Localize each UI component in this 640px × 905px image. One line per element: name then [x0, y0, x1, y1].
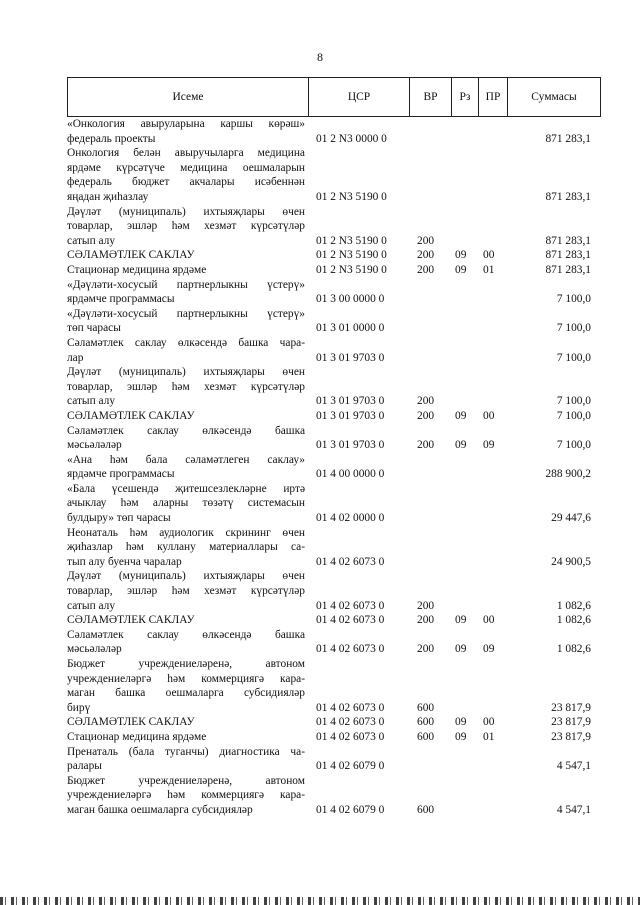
row-sum: 23 817,9: [551, 731, 591, 744]
row-csr: 01 2 N3 5190 0: [316, 263, 387, 276]
header-name: Исеме: [172, 91, 204, 103]
row-name: [67, 365, 305, 409]
row-name: [67, 526, 305, 570]
row-name-line: СӘЛАМӘТЛЕК САКЛАУ: [67, 409, 195, 422]
table-row: [0, 336, 640, 365]
row-name-line: сатып алу: [67, 395, 116, 408]
table-row: [0, 117, 640, 146]
row-csr: 01 4 00 0000 0: [316, 468, 385, 481]
row-name-line: мәсьәләләр: [67, 439, 122, 452]
row-sum: 7 100,0: [556, 409, 591, 422]
row-csr: 01 4 02 0000 0: [316, 512, 385, 525]
table-row: [0, 146, 640, 204]
row-name-line: ралары: [67, 760, 102, 773]
row-sum: 23 817,9: [551, 716, 591, 729]
row-name-line: «Ана һәм бала сәламәтлеген саклау»: [67, 453, 305, 466]
row-name: [67, 774, 305, 818]
header-rz: Рз: [451, 78, 478, 116]
row-vr: 600: [417, 716, 435, 729]
row-name: [67, 482, 305, 526]
row-name: [67, 307, 305, 336]
row-sum: 7 100,0: [556, 322, 591, 335]
row-name-line: «Дәүләти-хосусый партнерлыкны үстерү»: [67, 278, 305, 291]
row-name-line: Пренаталь (бала туганчы) диагностика ча-: [67, 745, 305, 758]
row-name-line: «Онкология авыруларына каршы көрәш»: [67, 118, 305, 130]
row-vr: 200: [417, 409, 435, 422]
table-row: [0, 409, 640, 424]
row-name: [67, 205, 305, 249]
row-pr: 09: [483, 643, 495, 656]
row-vr: 200: [417, 643, 435, 656]
row-sum: 871 283,1: [545, 190, 591, 203]
row-csr: 01 4 02 6073 0: [316, 614, 385, 627]
row-vr: 600: [417, 804, 435, 817]
row-name-line: яңадан җиһазлау: [67, 190, 149, 203]
row-sum: 23 817,9: [551, 701, 591, 714]
table-row: [0, 482, 640, 526]
table-body: [0, 117, 640, 818]
row-name-line: Онкология белән авыручыларга медицина: [67, 147, 305, 160]
row-sum: 7 100,0: [556, 351, 591, 364]
row-sum: 4 547,1: [556, 760, 591, 773]
row-vr: 200: [417, 395, 435, 408]
table-row: [0, 424, 640, 453]
row-name: [67, 424, 305, 453]
row-vr: 200: [417, 439, 435, 452]
row-name-line: товарлар, эшләр һәм хезмәт күрсәтүләр: [67, 585, 305, 598]
row-rz: 09: [455, 263, 467, 276]
row-rz: 09: [455, 731, 467, 744]
row-csr: 01 4 02 6073 0: [316, 599, 385, 612]
row-name-line: ярдәме күрсәтүче медицина оешмаларын: [67, 161, 305, 174]
row-name-line: төп чарасы: [67, 322, 121, 335]
row-name-line: маган башка оешмаларга субсидияләр: [67, 687, 305, 700]
row-name: [67, 453, 305, 482]
table-row: [0, 628, 640, 657]
row-csr: 01 4 02 6073 0: [316, 716, 385, 729]
row-csr: 01 3 01 9703 0: [316, 409, 385, 422]
row-name: [67, 336, 305, 365]
row-name: [67, 569, 305, 613]
table-row: [0, 205, 640, 249]
row-name: [67, 628, 305, 657]
row-sum: 871 283,1: [545, 249, 591, 262]
row-sum: 1 082,6: [556, 599, 591, 612]
row-sum: 7 100,0: [556, 439, 591, 452]
row-csr: 01 2 N3 5190 0: [316, 249, 387, 262]
row-name-line: СӘЛАМӘТЛЕК САКЛАУ: [67, 614, 195, 627]
row-csr: 01 4 02 6079 0: [316, 804, 385, 817]
row-pr: 01: [483, 731, 495, 744]
row-rz: 09: [455, 716, 467, 729]
row-name-line: федераль бюджет акчалары исәбеннән: [67, 176, 305, 189]
table-row: [0, 745, 640, 774]
row-pr: 00: [483, 716, 495, 729]
table-row: [0, 774, 640, 818]
table-row: [0, 730, 640, 745]
row-csr: 01 4 02 6073 0: [316, 555, 385, 568]
row-csr: 01 2 N3 0000 0: [316, 132, 387, 145]
row-name: [67, 657, 305, 715]
row-csr: 01 2 N3 5190 0: [316, 234, 387, 247]
row-csr: 01 4 02 6079 0: [316, 760, 385, 773]
row-name-line: товарлар, эшләр һәм хезмәт күрсәтүләр: [67, 220, 305, 233]
row-name: [67, 715, 305, 730]
row-sum: 7 100,0: [556, 293, 591, 306]
row-sum: 871 283,1: [545, 263, 591, 276]
row-name-line: лар: [67, 351, 84, 364]
row-vr: 600: [417, 701, 435, 714]
row-name-line: Дәүләт (муниципаль) ихтыяҗлары өчен: [67, 570, 305, 583]
row-sum: 871 283,1: [545, 132, 591, 145]
row-name-line: Сәламәтлек саклау өлкәсендә башка: [67, 424, 305, 437]
table-row: [0, 613, 640, 628]
table-row: [0, 526, 640, 570]
row-name-line: ярдәмче программасы: [67, 468, 175, 481]
header-csr: ЦСР: [308, 78, 409, 116]
row-vr: 200: [417, 599, 435, 612]
row-csr: 01 3 00 0000 0: [316, 293, 385, 306]
row-name-line: «Дәүләти-хосусый партнерлыкны үстерү»: [67, 307, 305, 320]
row-csr: 01 3 01 9703 0: [316, 395, 385, 408]
row-name-line: учреждениеләргә һәм коммерциягә кара-: [67, 789, 305, 802]
row-csr: 01 4 02 6073 0: [316, 701, 385, 714]
row-name: [67, 730, 305, 745]
row-name-line: СӘЛАМӘТЛЕК САКЛАУ: [67, 716, 195, 729]
row-pr: 09: [483, 439, 495, 452]
row-name: [67, 263, 305, 278]
row-name-line: сатып алу: [67, 234, 116, 247]
row-name-line: Бюджет учреждениеләренә, автоном: [67, 658, 305, 671]
row-name: [67, 248, 305, 263]
row-sum: 1 082,6: [556, 614, 591, 627]
row-name: [67, 409, 305, 424]
row-csr: 01 2 N3 5190 0: [316, 190, 387, 203]
row-pr: 00: [483, 614, 495, 627]
row-name-line: Бюджет учреждениеләренә, автоном: [67, 774, 305, 787]
page-number: 8: [317, 50, 323, 64]
row-name-line: товарлар, эшләр һәм хезмәт күрсәтүләр: [67, 380, 305, 393]
row-sum: 871 283,1: [545, 234, 591, 247]
table-row: [0, 569, 640, 613]
row-rz: 09: [455, 409, 467, 422]
row-name: [67, 613, 305, 628]
row-name: [67, 278, 305, 307]
row-name: [67, 745, 305, 774]
row-name-line: булдыру» төп чарасы: [67, 512, 171, 525]
table-row: [0, 365, 640, 409]
table-row: [0, 715, 640, 730]
row-pr: 01: [483, 263, 495, 276]
row-name: [67, 146, 305, 204]
row-name-line: федераль проекты: [67, 132, 156, 145]
row-name-line: тып алу буенча чаралар: [67, 555, 182, 568]
header-pr: ПР: [478, 78, 507, 116]
row-csr: 01 4 02 6073 0: [316, 731, 385, 744]
row-csr: 01 3 01 9703 0: [316, 351, 385, 364]
row-name: [67, 117, 305, 146]
row-sum: 29 447,6: [551, 512, 591, 525]
row-pr: 00: [483, 249, 495, 262]
row-name-line: «Бала үсешендә җитешсезлекләрне иртә: [67, 482, 305, 495]
row-name-line: җиһазлар һәм куллану материаллары са-: [67, 541, 305, 554]
row-name-line: Дәүләт (муниципаль) ихтыяҗлары өчен: [67, 366, 305, 379]
row-name-line: ачыклау һәм аларны төзәтү системасын: [67, 497, 305, 510]
scan-edge-decoration: [0, 897, 640, 905]
table-row: [0, 248, 640, 263]
row-name-line: маган башка оешмаларга субсидияләр: [67, 804, 253, 817]
table-row: [0, 263, 640, 278]
row-sum: 1 082,6: [556, 643, 591, 656]
row-csr: 01 3 01 0000 0: [316, 322, 385, 335]
row-vr: 200: [417, 263, 435, 276]
row-name-line: учреждениеләргә һәм коммерциягә кара-: [67, 672, 305, 685]
table-row: [0, 453, 640, 482]
table-row: [0, 657, 640, 715]
row-pr: 00: [483, 409, 495, 422]
header-vr: ВР: [409, 78, 451, 116]
row-sum: 4 547,1: [556, 804, 591, 817]
row-name-line: мәсьәләләр: [67, 643, 122, 656]
row-sum: 288 900,2: [545, 468, 591, 481]
row-name-line: сатып алу: [67, 599, 116, 612]
row-name-line: Стационар медицина ярдәме: [67, 263, 207, 276]
row-csr: 01 3 01 9703 0: [316, 439, 385, 452]
row-csr: 01 4 02 6073 0: [316, 643, 385, 656]
row-name-line: Неонаталь һәм аудиологик скрининг өчен: [67, 526, 305, 539]
row-vr: 600: [417, 731, 435, 744]
row-rz: 09: [455, 614, 467, 627]
table-row: [0, 307, 640, 336]
row-name-line: Сәламәтлек саклау өлкәсендә башка: [67, 628, 305, 641]
row-vr: 200: [417, 234, 435, 247]
row-rz: 09: [455, 249, 467, 262]
row-name-line: Сәламәтлек саклау өлкәсендә башка чара-: [67, 336, 305, 349]
row-vr: 200: [417, 614, 435, 627]
row-name-line: Дәүләт (муниципаль) ихтыяҗлары өчен: [67, 205, 305, 218]
header-sum: Суммасы: [507, 78, 600, 116]
table-header: [67, 77, 601, 117]
table-row: [0, 278, 640, 307]
row-name-line: ярдәмче программасы: [67, 293, 175, 306]
row-sum: 7 100,0: [556, 395, 591, 408]
row-rz: 09: [455, 643, 467, 656]
row-name-line: СӘЛАМӘТЛЕК САКЛАУ: [67, 249, 195, 262]
row-name-line: Стационар медицина ярдәме: [67, 731, 207, 744]
row-name-line: бирү: [67, 701, 91, 714]
row-vr: 200: [417, 249, 435, 262]
row-rz: 09: [455, 439, 467, 452]
row-sum: 24 900,5: [551, 555, 591, 568]
